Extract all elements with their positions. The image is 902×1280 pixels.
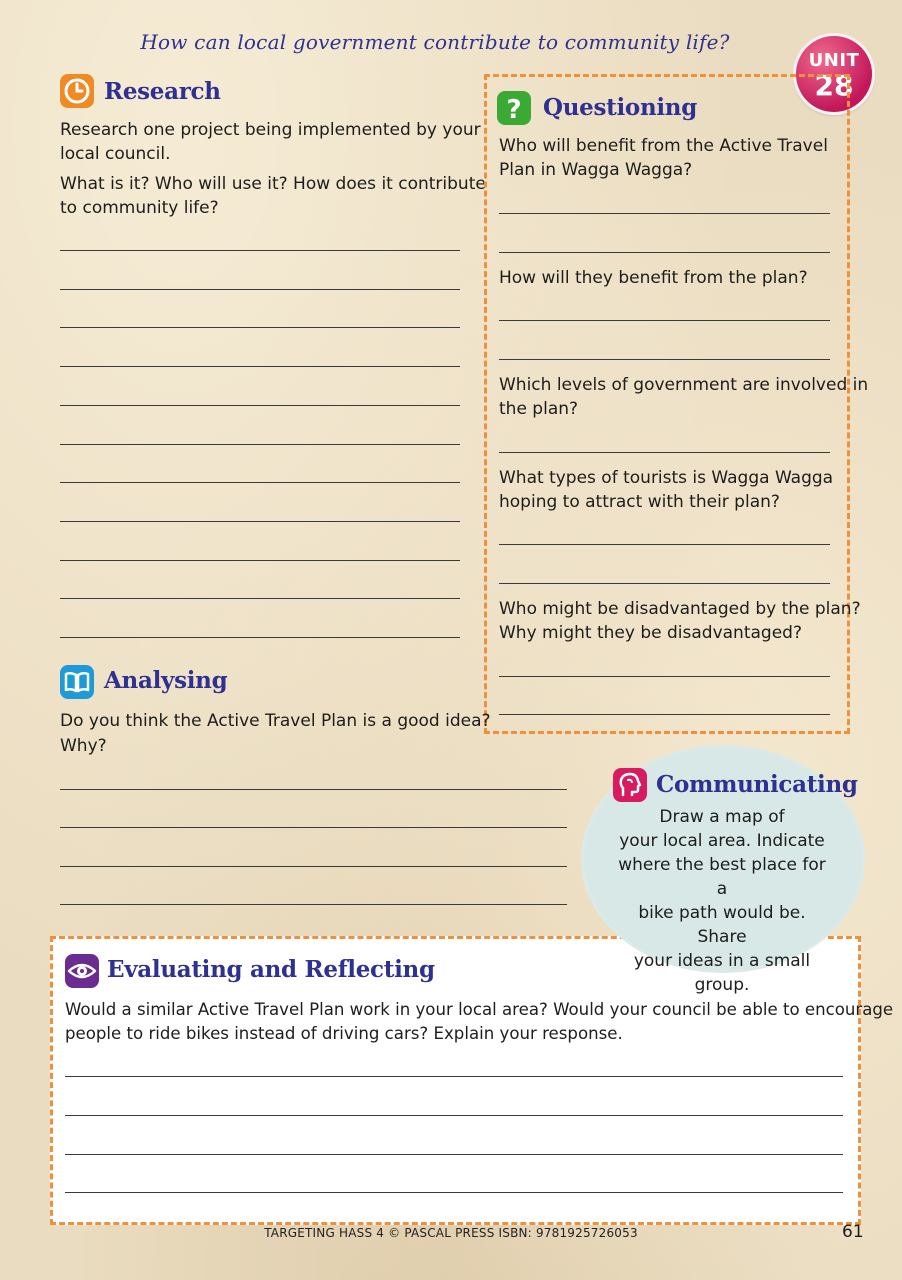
questioning-answer-line[interactable] <box>499 359 830 360</box>
research-text-2: What is it? Who will use it? How does it contribute <box>60 174 486 194</box>
footer-text: TARGETING HASS 4 © PASCAL PRESS ISBN: 9781925726053 <box>264 1226 638 1240</box>
question-mark-icon <box>497 91 531 125</box>
analysing-title: Analysing <box>104 667 228 694</box>
communicating-line-5: your ideas in a small <box>633 951 811 971</box>
research-answer-line[interactable] <box>60 289 460 290</box>
question-3-line-2: the plan? <box>499 399 579 419</box>
question-4-line-1: What types of tourists is Wagga Wagga <box>499 468 834 488</box>
unit-label: UNIT <box>808 50 860 71</box>
analysing-answer-line[interactable] <box>60 904 567 905</box>
research-answer-line[interactable] <box>60 405 460 406</box>
evaluating-title: Evaluating and Reflecting <box>107 956 435 983</box>
evaluating-answer-line[interactable] <box>65 1154 843 1155</box>
research-answer-line[interactable] <box>60 637 460 638</box>
research-text-1b: local council. <box>60 144 171 164</box>
questioning-answer-line[interactable] <box>499 676 830 677</box>
eye-icon <box>65 954 99 988</box>
evaluating-answer-line[interactable] <box>65 1192 843 1193</box>
research-answer-line[interactable] <box>60 482 460 483</box>
communicating-line-4: bike path would be. Share <box>638 903 806 947</box>
question-1-line-2: Plan in Wagga Wagga? <box>499 160 693 180</box>
book-icon <box>60 665 94 699</box>
communicating-line-3: where the best place for a <box>618 855 826 899</box>
communicating-title: Communicating <box>656 771 858 798</box>
page-number: 61 <box>842 1222 864 1242</box>
question-1-line-1: Who will benefit from the Active Travel <box>499 136 828 156</box>
evaluating-text-1b: people to ride bikes instead of driving cars? Explain your response. <box>65 1024 623 1043</box>
research-answer-line[interactable] <box>60 521 460 522</box>
questioning-answer-line[interactable] <box>499 544 830 545</box>
communicating-text <box>612 805 832 997</box>
questioning-answer-line[interactable] <box>499 583 830 584</box>
questioning-answer-line[interactable] <box>499 252 830 253</box>
question-5-line-1: Who might be disadvantaged by the plan? <box>499 599 861 619</box>
speaking-head-icon <box>613 768 647 802</box>
research-answer-line[interactable] <box>60 366 460 367</box>
questioning-title: Questioning <box>543 94 698 121</box>
research-answer-line[interactable] <box>60 560 460 561</box>
page-heading: How can local government contribute to community life? <box>140 30 730 54</box>
clock-icon <box>60 74 94 108</box>
questioning-answer-line[interactable] <box>499 213 830 214</box>
communicating-line-1: Draw a map of <box>659 807 785 827</box>
research-title: Research <box>104 78 221 105</box>
questioning-answer-line[interactable] <box>499 714 830 715</box>
evaluating-text-1: Would a similar Active Travel Plan work in your local area? Would your council be able to encourage <box>65 1000 894 1019</box>
unit-number: 28 <box>814 69 854 102</box>
question-4-line-2: hoping to attract with their plan? <box>499 492 780 512</box>
research-text-2b: to community life? <box>60 198 219 218</box>
svg-text:?: ? <box>506 95 522 125</box>
question-3-line-1: Which levels of government are involved in <box>499 375 869 395</box>
analysing-answer-line[interactable] <box>60 789 567 790</box>
analysing-text-1: Do you think the Active Travel Plan is a good idea? <box>60 711 491 731</box>
communicating-line-2: your local area. Indicate <box>619 831 825 851</box>
questioning-answer-line[interactable] <box>499 452 830 453</box>
questioning-answer-line[interactable] <box>499 320 830 321</box>
analysing-text-1b: Why? <box>60 736 107 756</box>
communicating-line-6: group. <box>694 975 750 995</box>
evaluating-answer-line[interactable] <box>65 1076 843 1077</box>
research-answer-line[interactable] <box>60 444 460 445</box>
analysing-answer-line[interactable] <box>60 827 567 828</box>
evaluating-answer-line[interactable] <box>65 1115 843 1116</box>
analysing-answer-line[interactable] <box>60 866 567 867</box>
research-answer-line[interactable] <box>60 250 460 251</box>
research-answer-line[interactable] <box>60 598 460 599</box>
research-text-1: Research one project being implemented by your <box>60 120 481 140</box>
research-answer-line[interactable] <box>60 327 460 328</box>
question-2-line-1: How will they benefit from the plan? <box>499 268 808 288</box>
question-5-line-2: Why might they be disadvantaged? <box>499 623 802 643</box>
